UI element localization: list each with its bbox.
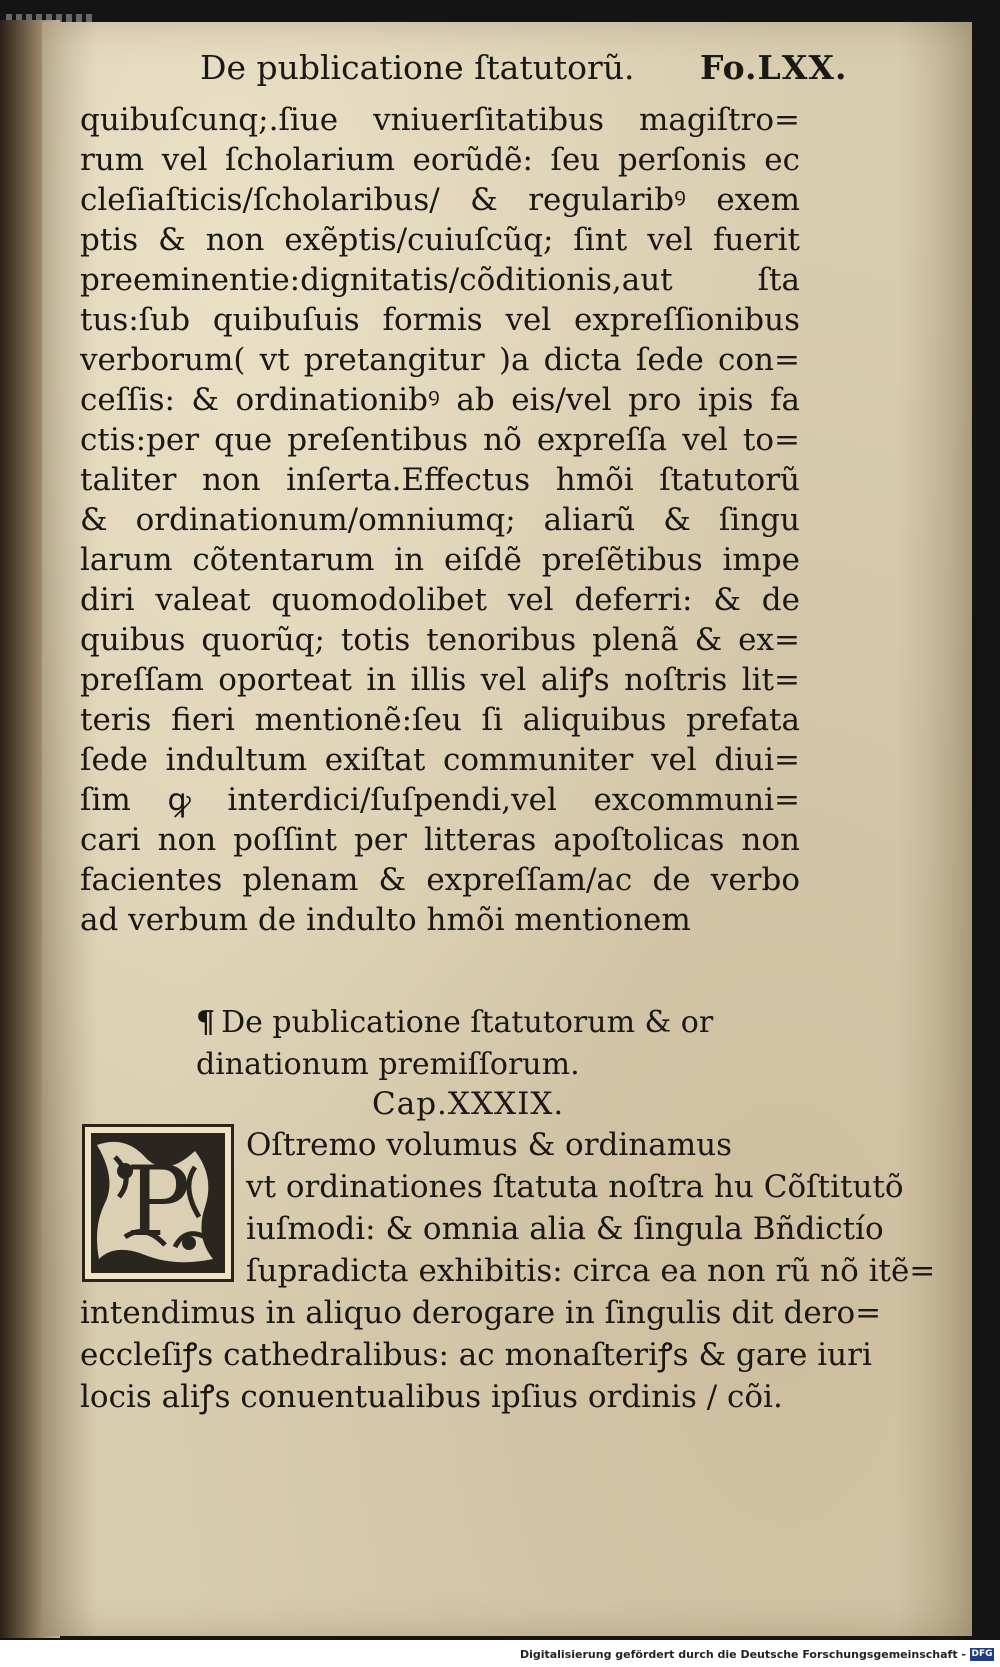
body-line: facientes plenam & expreſſam/ac de verbo	[80, 862, 800, 898]
body-line: ctis:per que preſentibus nõ expreſſa vel to=	[80, 422, 800, 458]
body-line: tus:ſub quibuſuis formis vel expreſſionibus	[80, 302, 800, 338]
body-line: cari non poſſint per litteras apoſtolicas non	[80, 822, 800, 858]
body-line: quibuſcunq;.ſiue vniuerſitatibus magiſtro=	[80, 102, 800, 138]
body-text-block	[80, 100, 800, 940]
section-heading-line-1	[196, 1002, 796, 1044]
body-line: & ordinationum/omniumq; aliarũ & ſingu	[80, 502, 800, 538]
body-line: ptis & non exẽptis/cuiuſcũq; ſint vel fuerit	[80, 222, 800, 258]
body-line: teris fieri mentionẽ:ſeu ſi aliquibus prefata	[80, 702, 800, 738]
section-heading-text-2: dinationum premiſſorum.	[196, 1047, 580, 1082]
running-title: De publicatione ſtatutorũ.	[200, 48, 635, 87]
paragraph-two-line: locis aliꝭs conuentualibus ipſius ordinis / cõi.	[80, 1379, 783, 1415]
body-line: verborum( vt pretangitur )a dicta ſede con=	[80, 342, 800, 378]
funding-credit: Digitalisierung gefördert durch die Deutsche Forschungsgemeinschaft -	[519, 1648, 966, 1661]
paragraph-two-line: Oſtremo volumus & ordinamus	[246, 1127, 733, 1163]
body-line: quibus quorũq; totis tenoribus plenã & ex=	[80, 622, 800, 658]
paragraph-two-line: vt ordinationes ſtatuta noſtra hu Cõſtitutõ	[246, 1169, 904, 1205]
section-heading	[196, 1002, 796, 1086]
body-line: ſede indultum exiſtat communiter vel diui=	[80, 742, 800, 778]
body-line: ceſſis: & ordinationibꝰ ab eis/vel pro ipis fa	[80, 382, 800, 418]
paragraph-two	[80, 1124, 940, 1418]
pilcrow-mark: ¶	[196, 1005, 216, 1040]
dfg-logo: DFG	[971, 1649, 993, 1659]
body-line: ad verbum de indulto hmõi mentionem	[80, 902, 691, 938]
body-line: taliter non inſerta.Effectus hmõi ſtatutorũ	[80, 462, 800, 498]
body-line: ſim ꝙ interdici/ſuſpendi,vel excommuni=	[80, 782, 800, 818]
section-heading-line-2	[196, 1044, 796, 1086]
initial-letter: P	[125, 1146, 191, 1258]
paragraph-two-line: ſupradicta exhibitis: circa ea non rũ nõ itẽ=	[246, 1253, 936, 1289]
running-header	[200, 48, 990, 98]
body-line: preſſam oporteat in illis vel aliꝭs noſtris lit=	[80, 662, 800, 698]
paragraph-two-line: iuſmodi: & omnia alia & ſingula Bñdictío	[246, 1211, 884, 1247]
paragraph-two-line: eccleſiꝭs cathedralibus: ac monaſteriꝭs & gare iuri	[80, 1337, 872, 1373]
folio-number: Fo.LXX.	[700, 48, 848, 87]
body-line: preeminentie:dignitatis/cõditionis,aut ſta	[80, 262, 800, 298]
section-heading-text-1: De publicatione ſtatutorum & or	[221, 1005, 714, 1040]
chapter-number: Cap.XXXIX.	[372, 1086, 565, 1122]
paragraph-two-line: intendimus in aliquo derogare in ſingulis dit dero=	[80, 1295, 882, 1331]
body-line: cleſiaſticis/ſcholaribus/ & regularibꝰ exem	[80, 182, 800, 218]
body-line: diri valeat quomodolibet vel deferri: & de	[80, 582, 800, 618]
body-line: rum vel ſcholarium eorũdẽ: ſeu perſonis ec	[80, 142, 800, 178]
body-line: larum cõtentarum in eiſdẽ preſẽtibus impe	[80, 542, 800, 578]
